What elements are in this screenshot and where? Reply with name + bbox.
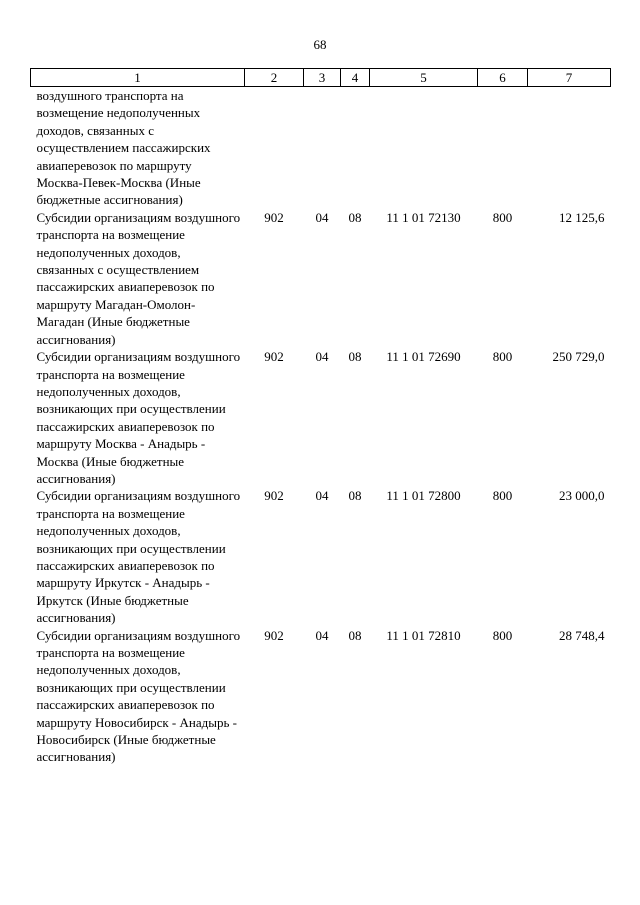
table-row — [31, 209, 611, 348]
row-code-target: 11 1 01 72810 — [386, 627, 461, 643]
row-name: воздушного транспорта на возмещение недополученных доходов, связанных с осуществлением пассажирских авиаперевозок по маршруту Москва-Певек-Москва (Иные бюджетные ассигнования) — [36, 88, 211, 208]
row-code-expense-type: 800 — [492, 488, 513, 504]
budget-table — [30, 68, 611, 766]
row-code-section: 04 — [315, 209, 329, 225]
header-col-1: 1 — [31, 69, 245, 87]
row-code-section: 04 — [315, 488, 329, 504]
row-code-section: 04 — [315, 627, 329, 643]
header-col-3: 3 — [304, 69, 341, 87]
table-body — [31, 87, 611, 766]
row-name: Субсидии организациям воздушного транспорта на возмещение недополученных доходов, связанных с осуществлением пассажирских авиаперевозок по маршруту Магадан-Омолон-Магадан (Иные бюджетные ассигнования) — [36, 209, 241, 347]
row-name: Субсидии организациям воздушного транспорта на возмещение недополученных доходов, возникающих при осуществлении пассажирских авиаперевозок по маршруту Москва - Анадырь - Москва (Иные бюджетные ассигнования) — [36, 349, 241, 486]
row-code-target: 11 1 01 72130 — [386, 209, 461, 225]
row-code-section: 04 — [315, 349, 329, 365]
row-code-expense-type: 800 — [492, 349, 513, 365]
row-code-ministry: 902 — [264, 627, 284, 643]
row-code-target: 11 1 01 72690 — [386, 349, 461, 365]
row-code-ministry — [245, 87, 304, 209]
row-code-expense-type: 800 — [492, 209, 513, 225]
row-amount: 23 000,0 — [559, 488, 605, 504]
header-row — [31, 69, 611, 87]
page-number: 68 — [313, 37, 327, 52]
row-code-ministry: 902 — [264, 349, 284, 365]
header-col-5: 5 — [370, 69, 478, 87]
table-row — [31, 487, 611, 626]
row-amount: 28 748,4 — [559, 627, 605, 643]
row-name: Субсидии организациям воздушного транспорта на возмещение недополученных доходов, возникающих при осуществлении пассажирских авиаперевозок по маршруту Иркутск - Анадырь - Иркутск (Иные бюджетные ассигнования) — [36, 488, 241, 626]
row-code-target — [370, 87, 478, 209]
row-code-expense-type: 800 — [492, 627, 513, 643]
row-code-subsection: 08 — [348, 209, 362, 225]
row-code-ministry: 902 — [264, 488, 284, 504]
row-code-subsection: 08 — [348, 627, 362, 643]
row-amount: 250 729,0 — [552, 349, 605, 365]
row-code-section — [304, 87, 341, 209]
table-header — [31, 69, 611, 87]
header-col-4: 4 — [341, 69, 370, 87]
row-code-subsection: 08 — [348, 349, 362, 365]
row-code-subsection — [341, 87, 370, 209]
row-code-ministry: 902 — [264, 209, 284, 225]
header-col-7: 7 — [528, 69, 611, 87]
row-code-target: 11 1 01 72800 — [386, 488, 461, 504]
row-amount — [528, 87, 611, 209]
row-amount: 12 125,6 — [559, 209, 605, 225]
header-col-6: 6 — [478, 69, 528, 87]
row-code-subsection: 08 — [348, 488, 362, 504]
row-name: Субсидии организациям воздушного транспорта на возмещение недополученных доходов, возникающих при осуществлении пассажирских авиаперевозок по маршруту Новосибирск - Анадырь - Новосибирск (Иные бюджетные ассигнования) — [36, 627, 241, 765]
table-row — [31, 627, 611, 766]
table-row — [31, 87, 611, 209]
header-col-2: 2 — [245, 69, 304, 87]
row-code-expense-type — [478, 87, 528, 209]
table-row — [31, 348, 611, 487]
